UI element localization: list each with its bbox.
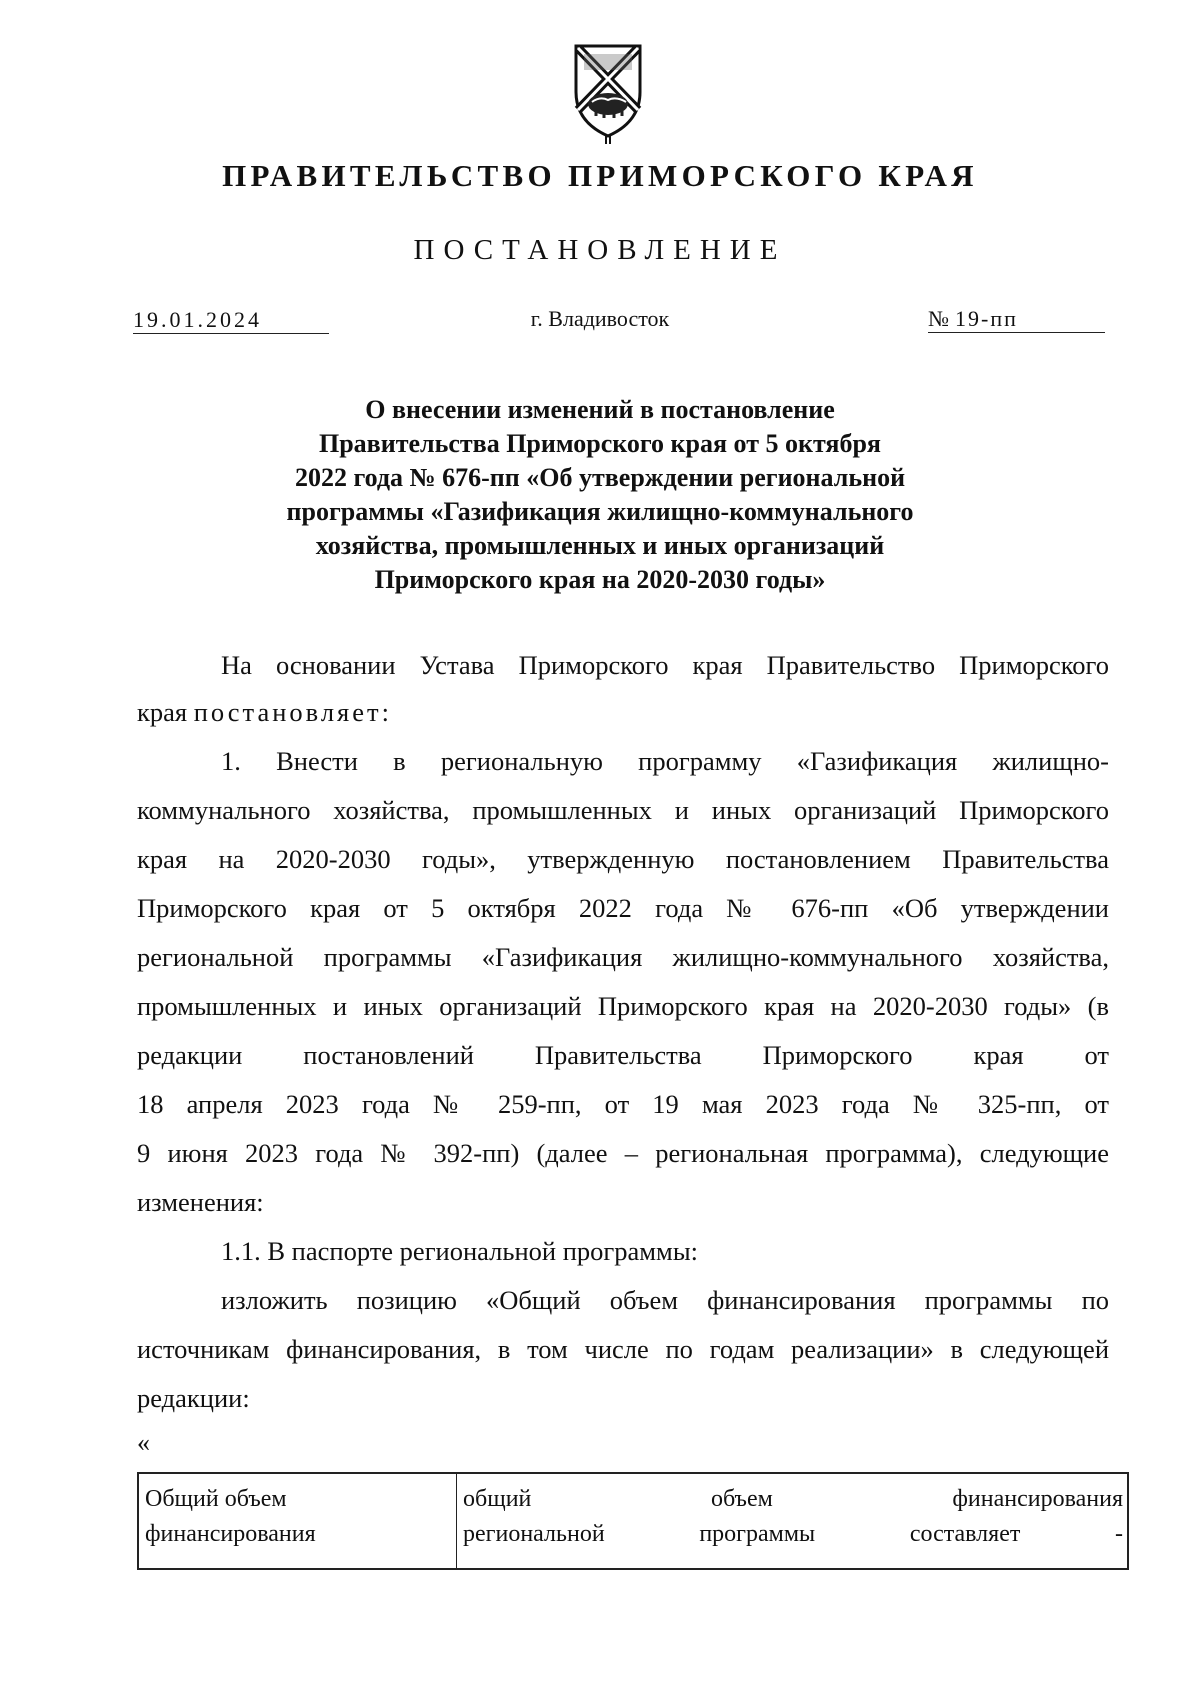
paragraph-line: источникам финансирования, в том числе по годам реализации» в следующей <box>137 1334 1109 1364</box>
paragraph-line: 9 июня 2023 года № 392-пп) (далее – региональная программа), следующие <box>137 1138 1109 1168</box>
cell-line: финансирования <box>145 1521 316 1547</box>
opening-quote: « <box>137 1428 150 1457</box>
paragraph-line: 1.1. В паспорте региональной программы: <box>221 1236 698 1266</box>
number-sign: № <box>928 306 949 331</box>
paragraph-line: редакции постановлений Правительства Приморского края от <box>137 1040 1109 1070</box>
text-fragment-spaced: постановляет: <box>193 697 392 727</box>
document-subject <box>200 393 1000 597</box>
paragraph-line: региональной программы «Газификация жилищно-коммунального хозяйства, <box>137 942 1109 972</box>
cell-line: региональной программы составляет - <box>463 1521 1123 1547</box>
paragraph-line: 18 апреля 2023 года № 259-пп, от 19 мая 2023 года № 325-пп, от <box>137 1089 1109 1119</box>
paragraph-line: редакции: <box>137 1383 250 1413</box>
text-fragment: края <box>137 697 194 727</box>
paragraph-line: промышленных и иных организаций Приморского края на 2020-2030 годы» (в <box>137 991 1109 1021</box>
table-cell-value <box>463 1482 1123 1552</box>
paragraph-line: Приморского края от 5 октября 2022 года № 676-пп «Об утверждении <box>137 893 1109 923</box>
document-city: г. Владивосток <box>530 306 670 331</box>
paragraph-line: изложить позицию «Общий объем финансирования программы по <box>221 1285 1109 1315</box>
paragraph-line: 1. Внести в региональную программу «Газификация жилищно- <box>221 746 1109 776</box>
number-value: 19-пп <box>955 306 1018 331</box>
subject-line: О внесении изменений в постановление <box>365 395 835 424</box>
subject-line: Правительства Приморского края от 5 октября <box>319 429 881 458</box>
coat-of-arms-emblem <box>570 40 646 150</box>
paragraph-line: На основании Устава Приморского края Правительство Приморского <box>221 650 1109 680</box>
cell-line: Общий объем <box>145 1486 287 1512</box>
government-title: ПРАВИТЕЛЬСТВО ПРИМОРСКОГО КРАЯ <box>222 158 978 193</box>
paragraph-line <box>137 697 392 728</box>
document-date: 19.01.2024 <box>133 307 329 334</box>
table-column-divider <box>456 1474 457 1568</box>
document-type: ПОСТАНОВЛЕНИЕ <box>413 234 787 266</box>
subject-line: 2022 года № 676-пп «Об утверждении региональной <box>294 463 906 492</box>
subject-line: хозяйства, промышленных и иных организаций <box>315 531 885 560</box>
document-number <box>928 306 1105 333</box>
subject-line: Приморского края на 2020-2030 годы» <box>374 565 826 594</box>
paragraph-line: изменения: <box>137 1187 264 1217</box>
table-cell-label <box>145 1482 445 1552</box>
passport-table <box>137 1472 1129 1570</box>
cell-line: общий объем финансирования <box>463 1486 1123 1512</box>
paragraph-line: коммунального хозяйства, промышленных и иных организаций Приморского <box>137 795 1109 825</box>
subject-line: программы «Газификация жилищно-коммунального <box>286 497 914 526</box>
paragraph-line: края на 2020-2030 годы», утвержденную постановлением Правительства <box>137 844 1109 874</box>
